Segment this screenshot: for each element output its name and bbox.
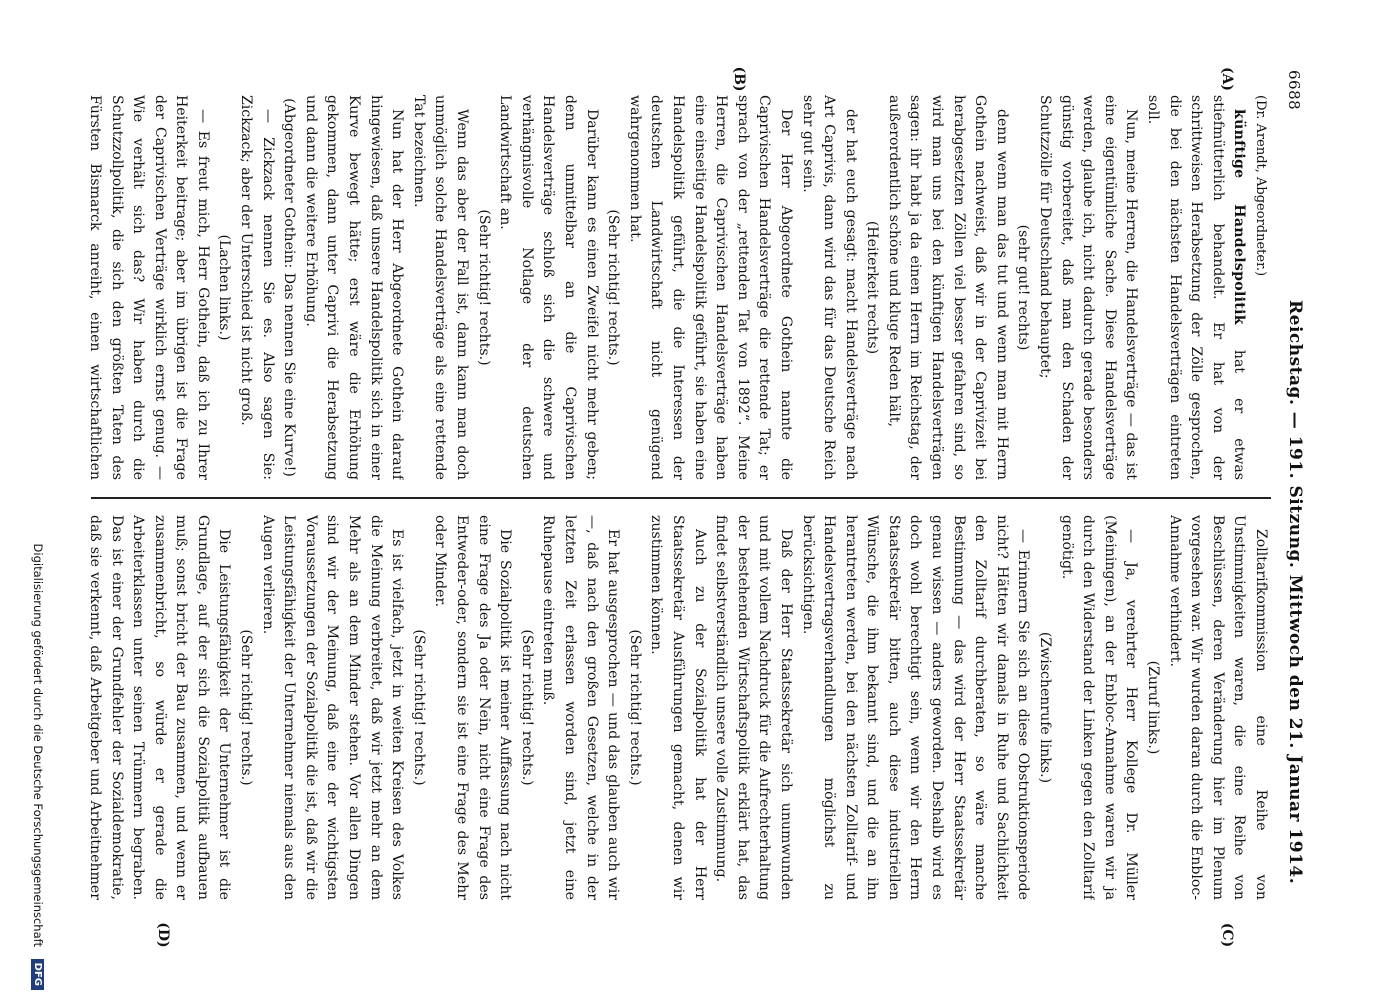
dfg-logo: DFG	[31, 959, 44, 990]
interjection: (sehr gut! rechts)	[1015, 224, 1032, 351]
interjection: (Heiterkeit rechts)	[864, 220, 881, 355]
interjection: (Abgeordneter Gothein: Das nennen Sie eine Kurve!)	[281, 98, 298, 477]
paragraph: Der Herr Abgeordnete Gothein nannte die Caprivischen Handelsverträge die rettende Tat; er sprach von der „rettenden Tat von 1892“. Meine Herren, die Caprivischen Handelsverträge haben eine einseitige Handelspolitik geführt, sie haben eine Handelspolitik geführt, die die Interessen der deutschen Landwirtschaft nicht genügend wahrgenommen hat.	[626, 95, 794, 480]
interjection: (Sehr richtig! rechts.)	[605, 209, 622, 366]
paragraph: Die Sozialpolitik ist meiner Auffassung nach nicht eine Frage des Ja oder Nein, nicht eine Frage des Entweder-oder, sondern sie ist eine Frage des Mehr oder Minder.	[432, 515, 514, 900]
column-divider	[91, 497, 1271, 499]
interjection: (Sehr richtig! rechts.)	[626, 629, 643, 786]
paragraph: Die Leistungsfähigkeit der Unternehmer ist die Grundlage, auf der sich die Sozialpolitik aufbauen muß; sonst bricht der Bau zusammen, und wenn er zusammenbricht, so würde er gerade die Arbeiterklassen unter seinen Trümmern begraben. Das ist einer der Grundfehler der Sozialdemokratie, daß sie verkennt, daß Arbeitgeber und Arbeitnehmer	[86, 515, 233, 900]
footer-credit: Digitalisierung gefördert durch die Deutsche Forschungsgemeinschaft	[31, 543, 45, 947]
interjection: (Zuruf links.)	[1145, 660, 1162, 755]
paragraph: Er hat ausgesprochen — und das glauben auch wir —, daß nach den großen Gesetzen, welche in der letzten Zeit erlassen worden sind, jetzt eine Ruhepause eintreten muß.	[540, 515, 622, 900]
interjection: (Sehr richtig! rechts.)	[475, 209, 492, 366]
speaker-label: (Dr. Arendt, Abgeordneter.)	[1253, 95, 1268, 277]
interjection: (Zwischenrufe links.)	[1037, 631, 1054, 784]
interjection: (Lachen links.)	[216, 234, 233, 341]
right-column	[81, 515, 1271, 900]
paragraph	[1141, 95, 1249, 480]
paragraph: — Erinnern Sie sich an diese Obstruktionsperiode nicht? Hätten wir damals in Ruhe und Sachlichkeit den Zolltarif durchberaten, so wäre manche Bestimmung — das wird der Herr Staatssekretär genau wissen — anders geworden. Deshalb wird es doch wohl berechtigt sein, wenn wir den Herrn Staatssekretär bitten, auch diese industriellen Wünsche, die ihm bekannt sind, und die an ihn herantreten werden, bei den nächsten Zolltarif- und Handelsvertragsverhandlungen möglichst zu berücksichtigen.	[799, 515, 1032, 900]
paragraph: Wenn das aber der Fall ist, dann kann man doch unmöglich solche Handelsverträge als eine rettende Tat bezeichnen.	[410, 95, 471, 480]
interjection: (Sehr richtig! rechts.)	[410, 629, 427, 786]
left-column	[81, 95, 1271, 480]
running-header	[1277, 70, 1305, 930]
emphasized-lead: künftige Handelspolitik	[1231, 109, 1248, 325]
page-title: Reichstag. — 191. Sitzung. Mittwoch den 21. Januar 1914.	[1285, 300, 1305, 885]
paragraph: Es ist vielfach, jetzt in weiten Kreisen des Volkes die Meinung verbreitet, daß wir jetzt mehr an dem Mehr als an dem Minder stehen. Vor allen Dingen sind wir der Meinung, daß eine der wichtigsten Voraussetzungen der Sozialpolitik die ist, daß wir die Leistungsfähigkeit der Unternehmer niemals aus den Augen verlieren.	[259, 515, 406, 900]
margin-label-c: (C)	[1219, 922, 1235, 948]
footer	[25, 0, 45, 990]
paragraph: Daß der Herr Staatssekretär sich unumwunden und mit vollem Nachdruck für die Aufrechterhaltung der bestehenden Wirtschaftspolitik erklärt hat, das findet selbstverständlich unsere volle Zustimmung.	[713, 515, 794, 900]
margin-label-b: (B)	[731, 66, 747, 92]
paragraph: Nun hat der Herr Abgeordnete Gothein darauf hingewiesen, daß unsere Handelspolitik sich in einer Kurve bewegt hätte; erst wäre die Erhöhung gekommen, dann unter Caprivi die Herabsetzung und dann die weitere Erhöhung.	[302, 95, 406, 480]
paragraph: Nun, meine Herren, die Handelsverträge — das ist eine eigentümliche Sache. Diese Handelsverträge werden, glaube ich, nicht dadurch gerade besonders günstig vorbereitet, daß man den Schaden der Schutzzölle für Deutschland behauptet;	[1037, 95, 1140, 480]
margin-label-d: (D)	[155, 922, 171, 948]
paragraph: — Es freut mich, Herr Gothein, daß ich zu Ihrer Heiterkeit beitrage; aber im übrigen ist die Frage der Caprivischen Verträge wirklich ernst genug. — Wie verhält sich das? Wir haben durch die Schutzzollpolitik, die sich den größten Taten des Fürsten Bismarck anreiht, einen wirtschaftlichen	[86, 95, 211, 480]
paragraph: Zolltarifkommission eine Reihe von Unstimmigkeiten waren, die eine Reihe von Beschlüssen, deren Veränderung hier im Plenum vorgesehen war. Wir wurden daran durch die Enbloc-Annahme verhindert.	[1166, 515, 1269, 900]
page-number: 6688	[1285, 70, 1303, 111]
paragraph: Darüber kann es einen Zweifel nicht mehr geben; denn unmittelbar an die Caprivischen Handelsverträge schloß sich die schwere und verhängnisvolle Notlage der deutschen Landwirtschaft an.	[497, 95, 600, 480]
paragraph: — Zickzack nennen Sie es. Also sagen Sie: Zickzack; aber der Unterschied ist nicht groß.	[238, 95, 276, 480]
paragraph: der hat euch gesagt: macht Handelsverträge nach Art Caprivis, dann wird das für das Deutsche Reich sehr gut sein.	[799, 95, 859, 480]
interjection: (Sehr richtig! rechts.)	[238, 629, 255, 786]
interjection: (Sehr richtig! rechts.)	[518, 629, 535, 786]
margin-label-a: (A)	[1219, 66, 1235, 92]
paragraph: denn wenn man das tut und wenn man mit Herrn Gothein nachweist, daß wir in der Caprivizeit bei herabgesetzten Zöllen viel besser gefahren sind, so wird man uns bei den künftigen Handelsverträgen sagen: ihr habt ja da einen Herrn im Reichstag, der außerordentlich schöne und kluge Reden hält,	[885, 95, 1010, 480]
paragraph: — Ja, verehrter Herr Kollege Dr. Müller (Meiningen), an der Enbloc-Annahme waren wir ja durch den Widerstand der Linken gegen den Zolltarif genötigt.	[1058, 515, 1140, 900]
paragraph: Auch zu der Sozialpolitik hat der Herr Staatssekretär Ausführungen gemacht, denen wir zustimmen können.	[648, 515, 708, 900]
paragraph-text: hat er etwas stiefmütterlich behandelt. Er hat von der schrittweisen Herabsetzung der Zölle gesprochen, die bei den nächsten Handelsverträgen eintreten soll.	[1145, 95, 1248, 480]
